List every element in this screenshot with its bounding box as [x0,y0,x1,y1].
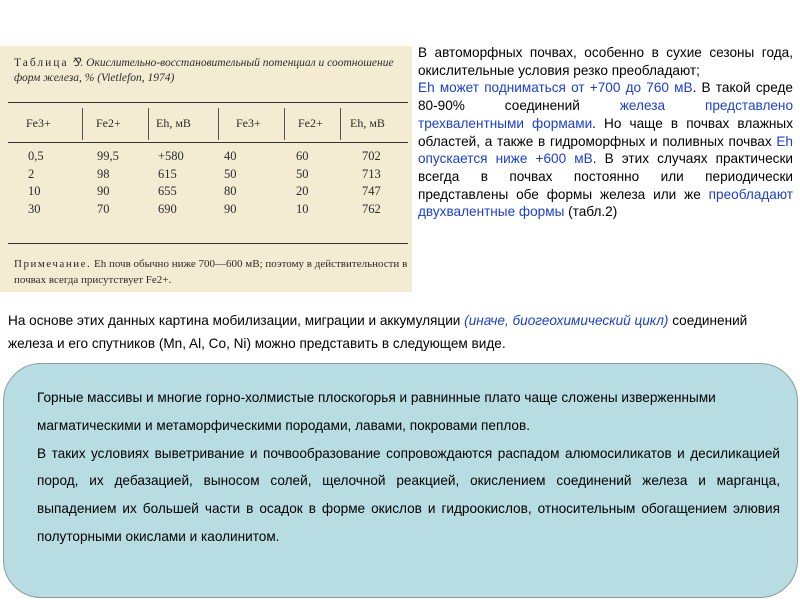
table-cell: 747 [362,184,381,198]
table-cell: 713 [362,166,381,181]
text-segment: . В такой среде 80-90% соединений [418,80,793,114]
text-segment: соединений железа и его спутников (Mn, Al, Co, Ni) можно представить в следующем виде. [8,313,748,351]
info-box-text [37,384,780,551]
table-number-mark: ⅋. [71,57,87,69]
table-caption-label: Таблица [14,57,69,69]
table-scan-image [0,46,412,292]
table-cell: 20 [296,184,309,198]
table-cell: 10 [28,184,41,198]
table-cell: 70 [97,201,110,216]
table-cell: 80 [224,184,237,198]
table-column [97,148,119,218]
table-col-divider [284,108,285,140]
table-caption-text: Окислительно-восстановительный потенциал и соотношение форм железа, % (Vietlefon, 1974) [14,57,394,84]
table-cell: 90 [97,184,110,198]
table-col-divider [218,108,219,140]
table-note-label: Примечание. [14,258,92,270]
table-col-divider [340,108,341,140]
table-header-cell: Eh, мВ [350,116,385,130]
highlight-biogeochemical-cycle: (иначе, биогеохимический цикл) [464,313,669,328]
table-cell: 60 [296,149,309,163]
text-segment: В автоморфных почвах, особенно в сухие сезоны года, окислительные условия резко преобладают; [418,45,793,78]
highlight-trivalent: представлено трехвалентными формами [418,98,793,131]
highlight-eh: Eh [776,133,793,149]
highlight-eh-drop: опускается ниже +600 мВ [418,151,593,167]
table-cell: 90 [224,201,237,216]
table-col-divider [82,108,83,140]
table-header-cell: Fe3+ [236,116,261,130]
table-cell: 762 [362,201,381,216]
highlight-iron: железа [619,98,666,114]
table-column [224,148,237,218]
table-top-rule [8,102,408,103]
table-header-cell: Fe2+ [298,116,323,130]
text-segment: На основе этих данных картина мобилизации, миграции и аккумуляции [8,313,461,328]
table-reference: (табл.2) [568,204,618,220]
table-bottom-rule [8,243,408,244]
table-header-rule [8,142,408,143]
table-cell: 615 [158,166,177,181]
info-box-paragraph-2: В таких условиях выветривание и почвообразование сопровождаются распадом алюмосиликатов и десиликацией пород, их дебазацией, выносом солей, щелочной реакцией, окислением соединений железа и марганца, выпадением их большей части в осадок в форме окислов и гидроокислов, относительным обогащением элювия полуторными окислами и каолинитом. [37,445,780,544]
right-paragraph [418,44,793,221]
table-col-divider [148,108,149,140]
table-cell: 655 [158,184,177,198]
info-box-paragraph-1: Горные массивы и многие горно-холмистые плоскогорья и равнинные плато чаще сложены изверженными магматическими и метаморфическими породами, лавами, покровами пеплов. [37,390,716,433]
table-header-cell: Fe3+ [26,116,51,130]
table-column [28,148,44,218]
table-column [362,148,381,218]
table-caption [14,56,406,86]
text-segment: . Но чаще в почвах влажных областей, а также в гидроморфных и поливных почвах [418,115,793,149]
table-header-cell: Fe2+ [96,116,121,130]
text-segment: . В этих случаях практически всегда в почвах постоянно или периодически представлены обе формы железа или же [418,151,794,202]
table-cell: 2 [28,166,35,181]
table-cell: 30 [28,201,41,216]
table-cell: 50 [224,166,237,181]
table-cell: 98 [97,166,110,181]
table-cell: 10 [296,201,309,216]
middle-paragraph [8,309,788,355]
table-column [296,148,309,218]
table-cell: +580 [158,149,184,163]
table-cell: 40 [224,149,237,163]
table-cell: 99,5 [97,149,119,163]
table-header-cell: Eh, мВ [156,116,191,130]
highlight-eh-range: Eh может подниматься от +700 до 760 мВ [418,80,693,96]
table-cell: 702 [362,149,381,163]
table-cell: 0,5 [28,149,44,163]
table-note [14,256,410,288]
table-cell: 50 [296,166,309,181]
table-note-text: Eh почв обычно ниже 700—600 мВ; поэтому в действительности в почвах всегда присутствует Fe2+. [14,258,408,286]
table-column [158,148,184,218]
highlight-divalent: преобладают двухвалентные формы [418,186,793,220]
table-cell: 690 [158,201,177,216]
